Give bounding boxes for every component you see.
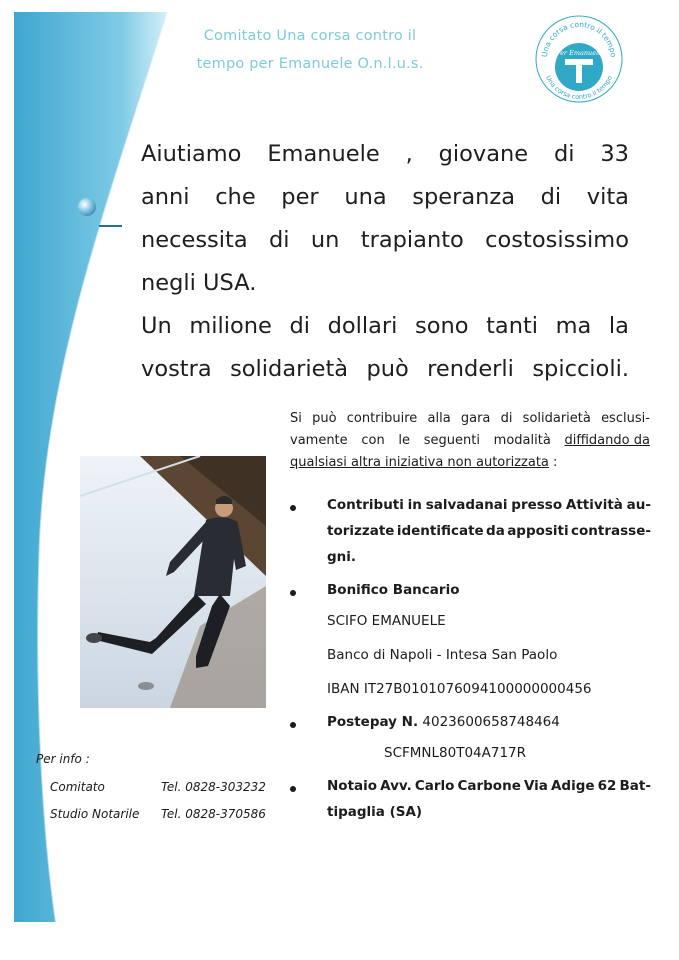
bullet-notaio	[290, 786, 296, 792]
item-notaio: Notaio Avv. Carlo Carbone Via Adige 62 Bat- tipaglia (SA)	[327, 778, 651, 820]
postepay-number: 4023600658748464	[422, 714, 560, 730]
intro-line-2: vamente con le seguenti modalità diffidando da	[290, 430, 650, 452]
headline-line-4: negli USA.	[141, 270, 257, 296]
contact-comitato-label: Comitato	[50, 780, 105, 794]
warning-underlined-start: diffidando da	[564, 433, 650, 448]
bonifico-holder: SCIFO EMANUELE	[327, 613, 446, 629]
intro-line-3: qualsiasi altra iniziativa non autorizzata :	[290, 455, 558, 470]
org-name-line-2: tempo per Emanuele O.n.l.u.s.	[196, 56, 424, 72]
headline-line-1: Aiutiamo Emanuele , giovane di 33	[141, 141, 629, 167]
org-name-line-1: Comitato Una corsa contro il	[203, 28, 417, 44]
intro-line-1: Si può contribuire alla gara di solidarietà esclusi-	[290, 411, 650, 426]
headline-line-3: necessita di un trapianto costosissimo	[141, 227, 629, 253]
headline-line-2: anni che per una speranza di vita	[141, 184, 629, 210]
organization-logo	[533, 13, 625, 105]
headline-line-5: Un milione di dollari sono tanti ma la	[141, 313, 629, 339]
photo-emanuele	[80, 456, 266, 708]
headline-line-6: vostra solidarietà può renderli spiccioli.	[141, 356, 629, 382]
contribution-intro	[290, 408, 650, 474]
bonifico-title: Bonifico Bancario	[327, 582, 460, 598]
contact-comitato-phone: Tel. 0828-303232	[161, 780, 266, 794]
bonifico-bank: Banco di Napoli - Intesa San Paolo	[327, 647, 558, 663]
svg-text:Per Emanuele: Per Emanuele	[555, 49, 603, 57]
bullet-postepay	[290, 722, 296, 728]
headline	[141, 133, 629, 391]
postepay-label: Postepay N.	[327, 714, 419, 730]
svg-text:Una corsa contro il tempo: Una corsa contro il tempo	[543, 74, 615, 102]
svg-text:Una corsa contro il tempo: Una corsa contro il tempo	[539, 19, 618, 58]
bullet-salvadanai	[290, 505, 296, 511]
contact-notaio-label: Studio Notarile	[50, 807, 140, 821]
postepay-code: SCFMNL80T04A717R	[384, 745, 527, 761]
postepay-line	[327, 711, 651, 733]
warning-underlined-end: qualsiasi altra iniziativa non autorizzata	[290, 455, 549, 470]
bullet-bonifico	[290, 590, 296, 596]
contact-heading: Per info :	[36, 752, 90, 766]
decorative-sphere	[78, 198, 96, 216]
contact-notaio-phone: Tel. 0828-370586	[161, 807, 266, 821]
item-salvadanai: Contributi in salvadanai presso Attività au- torizzate identificate da appositi contrasse- gni.	[327, 497, 651, 565]
bonifico-iban: IBAN IT27B0101076094100000000456	[327, 681, 592, 697]
